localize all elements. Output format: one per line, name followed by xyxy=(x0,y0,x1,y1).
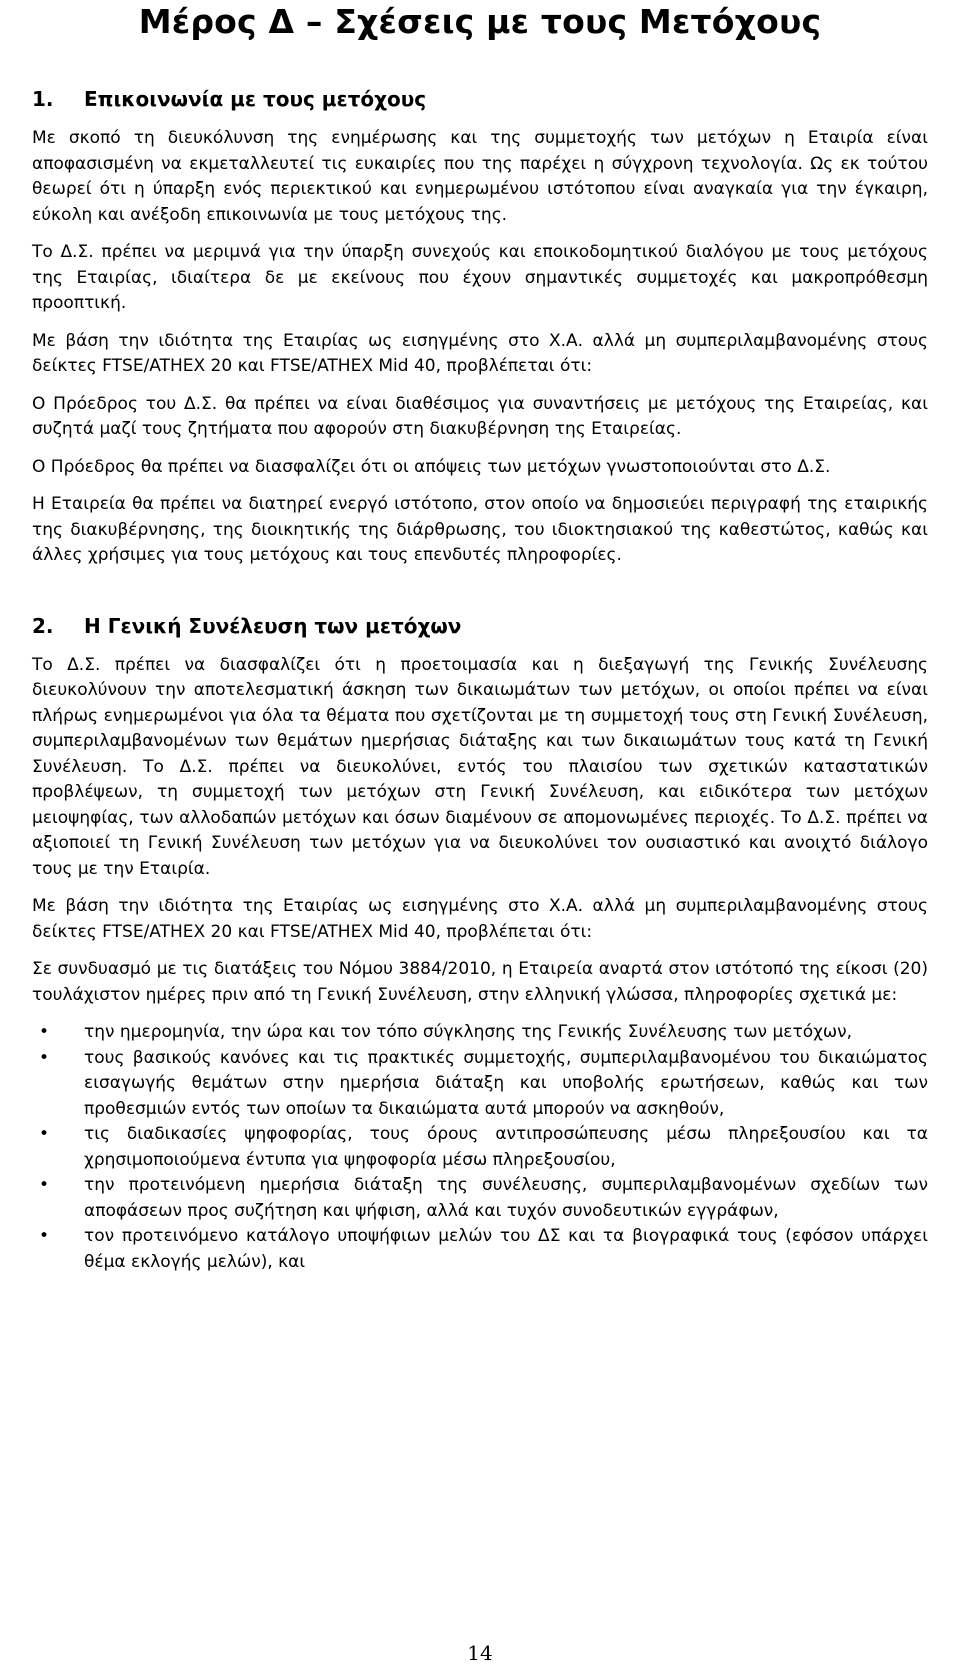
list-item: • τον προτεινόμενο κατάλογο υποψήφιων μελών του ΔΣ και τα βιογραφικά τους (εφόσον υπάρχει θέμα εκλογής μελών), και xyxy=(32,1224,928,1275)
paragraph: Ο Πρόεδρος θα πρέπει να διασφαλίζει ότι οι απόψεις των μετόχων γνωστοποιούνται στο Δ.Σ. xyxy=(32,456,831,477)
paragraph: Το Δ.Σ. πρέπει να μεριμνά για την ύπαρξη συνεχούς και εποικοδομητικού διαλόγου με τους μετόχους της Εταιρίας, ιδιαίτερα δε με εκείνους που έχουν σημαντικές συμμετοχές και μακροπρόθεσμη προοπτική. xyxy=(32,242,928,313)
page-number: 14 xyxy=(467,1641,493,1665)
paragraph: Με βάση την ιδιότητα της Εταιρίας ως εισηγμένης στο Χ.Α. αλλά μη συμπεριλαμβανομένης στους δείκτες FTSE/ATHEX 20 και FTSE/ATHEX Mid 40, προβλέπεται ότι: xyxy=(32,896,928,942)
section-2-heading xyxy=(32,613,928,639)
list-item: • την ημερομηνία, την ώρα και τον τόπο σύγκλησης της Γενικής Συνέλευσης των μετόχων, xyxy=(32,1020,928,1046)
page-title: Μέρος Δ – Σχέσεις με τους Μετόχους xyxy=(138,2,822,41)
paragraph: Η Εταιρεία θα πρέπει να διατηρεί ενεργό ιστότοπο, στον οποίο να δημοσιεύει περιγραφή της εταιρικής της διακυβέρνησης, της διοικητικής της διάρθρωσης, του ιδιοκτησιακού της καθεστώτος, καθώς και άλλες χρήσιμες για τους μετόχους και τους επενδυτές πληροφορίες. xyxy=(32,494,928,565)
paragraph: Με βάση την ιδιότητα της Εταιρίας ως εισηγμένης στο Χ.Α. αλλά μη συμπεριλαμβανομένης στους δείκτες FTSE/ATHEX 20 και FTSE/ATHEX Mid 40, προβλέπεται ότι: xyxy=(32,330,928,376)
bullet-list xyxy=(32,1020,928,1275)
paragraph: Το Δ.Σ. πρέπει να διασφαλίζει ότι η προετοιμασία και η διεξαγωγή της Γενικής Συνέλευσης διευκολύνουν την αποτελεσματική άσκηση των δικαιωμάτων των μετόχων, οι οποίοι πρέπει να είναι πλήρως ενημερωμένοι για όλα τα θέματα που σχετίζονται με τη συμμετοχή τους στη Γενική Συνέλευση, συμπεριλαμβανομένων των θεμάτων ημερήσιας διάταξης και των δικαιωμάτων τους κατά τη Γενική Συνέλευση. Το Δ.Σ. πρέπει να διευκολύνει, εντός του πλαισίου των σχετικών καταστατικών προβλέψεων, τη συμμετοχή των μετόχων στη Γενική Συνέλευση, και ειδικότερα των μετόχων μειοψηφίας, των αλλοδαπών μετόχων και όσων διαμένουν σε απομονωμένες περιοχές. Το Δ.Σ. πρέπει να αξιοποιεί τη Γενική Συνέλευση των μετόχων για να διευκολύνει τον ουσιαστικό και ανοιχτό διάλογο τους με την Εταιρία. xyxy=(32,654,928,879)
list-item: • την προτεινόμενη ημερήσια διάταξη της συνέλευσης, συμπεριλαμβανομένων σχεδίων των αποφάσεων προς συζήτηση και ψήφιση, αλλά και τυχόν συνοδευτικών εγγράφων, xyxy=(32,1173,928,1224)
list-item: • τους βασικούς κανόνες και τις πρακτικές συμμετοχής, συμπεριλαμβανομένου του δικαιώματος εισαγωγής θεμάτων στην ημερήσια διάταξη και υποβολής ερωτήσεων, καθώς και των προθεσμιών εντός των οποίων τα δικαιώματα αυτά μπορούν να ασκηθούν, xyxy=(32,1046,928,1123)
document-page xyxy=(32,0,928,1275)
section-2-title: Η Γενική Συνέλευση των μετόχων xyxy=(84,613,462,638)
section-1-heading xyxy=(32,86,928,112)
section-2-number: 2. xyxy=(32,613,54,638)
list-item: • τις διαδικασίες ψηφοφορίας, τους όρους αντιπροσώπευσης μέσω πληρεξουσίου και τα χρησιμοποιούμενα έντυπα για ψηφοφορία μέσω πληρεξουσίου, xyxy=(32,1122,928,1173)
section-1-number: 1. xyxy=(32,87,54,111)
paragraph: Με σκοπό τη διευκόλυνση της ενημέρωσης και της συμμετοχής των μετόχων η Εταιρία είναι αποφασισμένη να εκμεταλλευτεί τις ευκαιρίες που της παρέχει η σύγχρονη τεχνολογία. Ως εκ τούτου θεωρεί ότι η ύπαρξη ενός περιεκτικού και ενημερωμένου ιστότοπου είναι αναγκαία για την έγκαιρη, εύκολη και ανέξοδη επικοινωνία με τους μετόχους της. xyxy=(32,128,928,225)
paragraph: Ο Πρόεδρος του Δ.Σ. θα πρέπει να είναι διαθέσιμος για συναντήσεις με μετόχους της Εταιρείας, και συζητά μαζί τους ζητήματα που αφορούν στη διακυβέρνηση της Εταιρείας. xyxy=(32,393,928,439)
paragraph: Σε συνδυασμό με τις διατάξεις του Νόμου 3884/2010, η Εταιρεία αναρτά στον ιστότοπό της είκοσι (20) τουλάχιστον ημέρες πριν από τη Γενική Συνέλευση, στην ελληνική γλώσσα, πληροφορίες σχετικά με: xyxy=(32,959,928,1005)
section-1-title: Επικοινωνία με τους μετόχους xyxy=(84,87,427,111)
